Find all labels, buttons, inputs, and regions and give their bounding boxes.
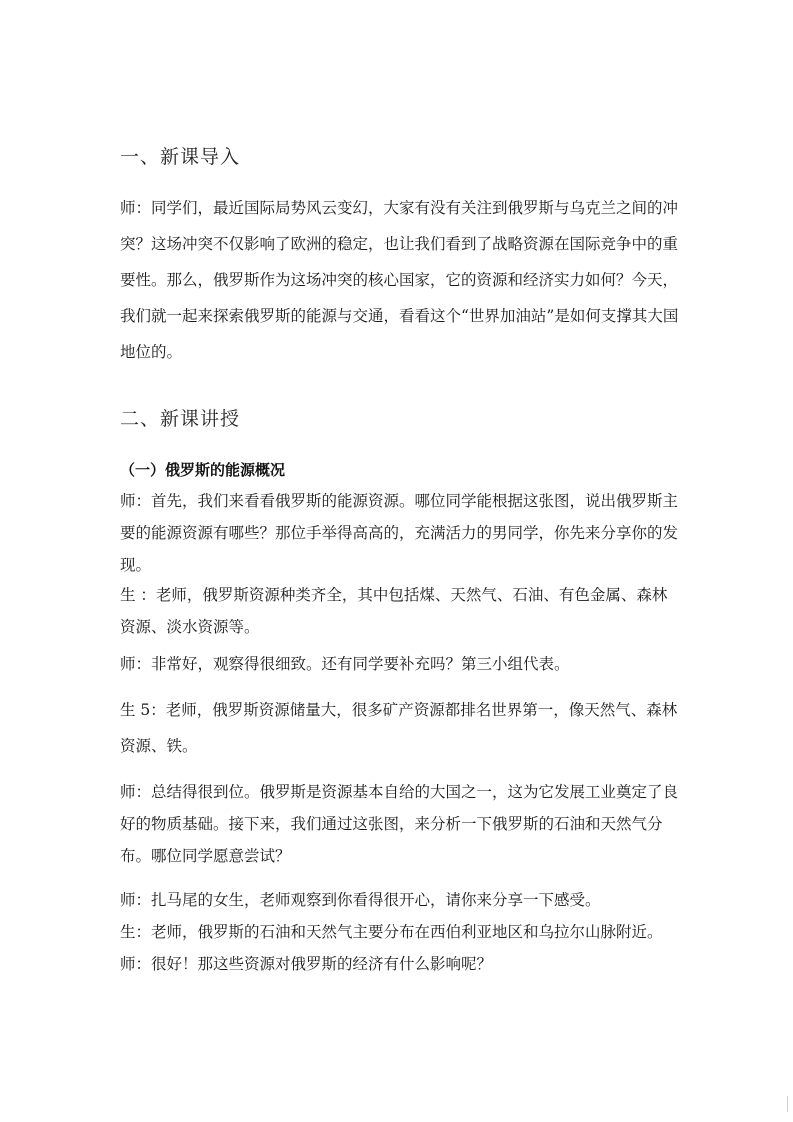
section-heading-lecture: 二、新课讲授 (120, 408, 241, 430)
teacher-paragraph-2: 师：非常好，观察得很细致。还有同学要补充吗？第三小组代表。 (120, 655, 570, 673)
teacher-paragraph-1: 师：首先，我们来看看俄罗斯的能源资源。哪位同学能根据这张图，说出俄罗斯主要的能源资源有哪些？那位手举得高高的，充满活力的男同学，你先来分享你的发现。 (120, 492, 679, 574)
section-heading-intro: 一、新课导入 (120, 146, 241, 168)
subsection-heading-energy: （一）俄罗斯的能源概况 (120, 461, 286, 479)
page-edge-mark (787, 1096, 788, 1112)
student-paragraph-3: 生：老师，俄罗斯的石油和天然气主要分布在西伯利亚地区和乌拉尔山脉附近。 (120, 923, 663, 941)
teacher-paragraph-5: 师：很好！那这些资源对俄罗斯的经济有什么影响呢？ (120, 955, 493, 973)
teacher-paragraph-4: 师：扎马尾的女生，老师观察到你看得很开心，请你来分享一下感受。 (120, 891, 601, 909)
intro-paragraph: 师：同学们，最近国际局势风云变幻，大家有没有关注到俄罗斯与乌克兰之间的冲突？这场冲突不仅影响了欧洲的稳定，也让我们看到了战略资源在国际竞争中的重要性。那么，俄罗斯作为这场冲突的核心国家，它的资源和经济实力如何？今天，我们就一起来探索俄罗斯的能源与交通，看看这个“世界加油站”是如何支撑其大国地位的。 (120, 199, 679, 361)
teacher-paragraph-3: 师：总结得很到位。俄罗斯是资源基本自给的大国之一，这为它发展工业奠定了良好的物质基础。接下来，我们通过这张图，来分析一下俄罗斯的石油和天然气分布。哪位同学愿意尝试？ (120, 783, 679, 865)
student-paragraph-2: 生 5：老师，俄罗斯资源储量大，很多矿产资源都排名世界第一，像天然气、森林资源、铁。 (120, 701, 678, 755)
student-paragraph-1: 生 ：老师，俄罗斯资源种类齐全，其中包括煤、天然气、石油、有色金属、森林资源、淡水资源等。 (120, 586, 668, 636)
